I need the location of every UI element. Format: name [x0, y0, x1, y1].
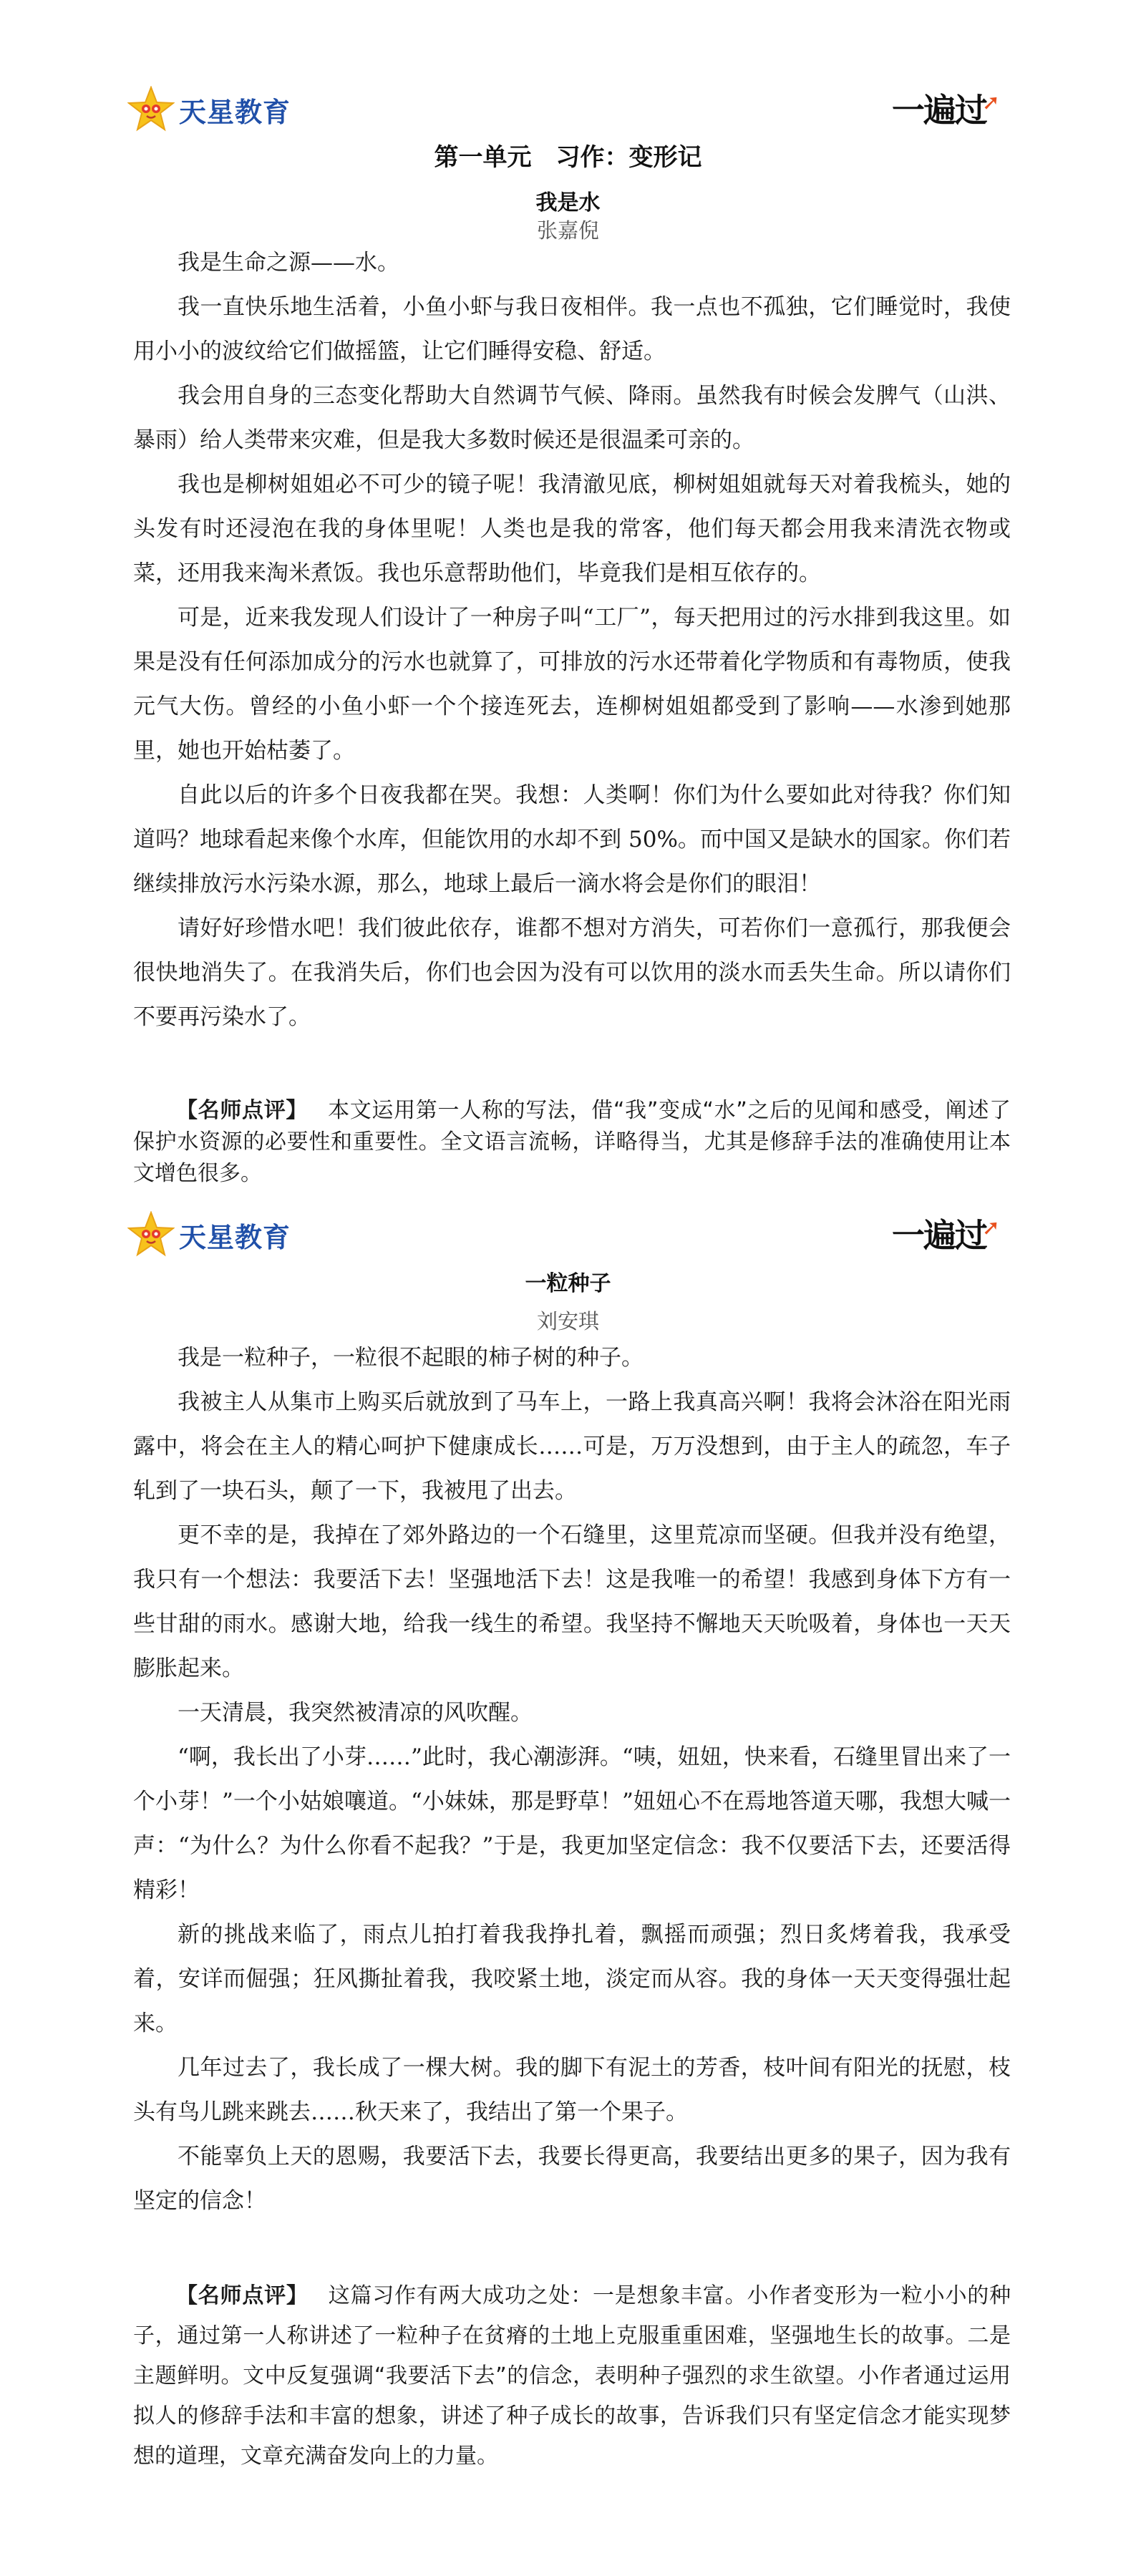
unit-title: 第一单元 习作：变形记 — [434, 143, 702, 172]
essay-1-teacher-comment — [133, 1095, 1011, 1190]
brand-arrow-icon: ➚ — [981, 1215, 999, 1240]
brand-text: 一遍过 — [891, 1216, 986, 1255]
comment-text: 这篇习作有两大成功之处：一是想象丰富。小作者变形为一粒小小的种子，通过第一人称讲述了一粒种子在贫瘠的土地上克服重重困难，坚强地生长的故事。二是主题鲜明。文中反复强调“我要活下去”的信念，表明种子强烈的求生欲望。小作者通过运用拟人的修辞手法和丰富的想象，讲述了种子成长的故事，告诉我们只有坚定信念才能实现梦想的道理，文章充满奋发向上的力量。 — [133, 2283, 1011, 2469]
comment-label: 【名师点评】 — [176, 1098, 309, 1123]
paragraph: 可是，近来我发现人们设计了一种房子叫“工厂”，每天把用过的污水排到我这里。如果是没有任何添加成分的污水也就算了，可排放的污水还带着化学物质和有毒物质，使我元气大伤。曾经的小鱼小虾一个个接连死去，连柳树姐姐都受到了影响——水渗到她那里，她也开始枯萎了。 — [133, 605, 1011, 764]
page-2 — [0, 1210, 1136, 2576]
essay-2-title: 一粒种子 — [525, 1271, 611, 1296]
brand-text: 一遍过 — [891, 91, 986, 130]
paragraph: 我会用自身的三态变化帮助大自然调节气候、降雨。虽然我有时候会发脾气（山洪、暴雨）给人类带来灾难，但是我大多数时候还是很温柔可亲的。 — [133, 383, 1011, 453]
logo-text: 天星教育 — [179, 96, 291, 128]
essay-1-body — [133, 240, 1011, 1039]
paragraph: 自此以后的许多个日夜我都在哭。我想：人类啊！你们为什么要如此对待我？你们知道吗？地球看起来像个水库，但能饮用的水却不到 50%。而中国又是缺水的国家。你们若继续排放污水污染水源，那么，地球上最后一滴水将会是你们的眼泪！ — [133, 782, 1011, 897]
paragraph: 几年过去了，我长成了一棵大树。我的脚下有泥土的芳香，枝叶间有阳光的抚慰，枝头有鸟儿跳来跳去……秋天来了，我结出了第一个果子。 — [133, 2055, 1011, 2125]
page-1 — [0, 0, 1136, 1210]
paragraph: 请好好珍惜水吧！我们彼此依存，谁都不想对方消失，可若你们一意孤行，那我便会很快地消失了。在我消失后，你们也会因为没有可以饮用的淡水而丢失生命。所以请你们不要再污染水了。 — [133, 915, 1011, 1030]
tianxing-logo — [127, 1210, 291, 1260]
paragraph: 我一直快乐地生活着，小鱼小虾与我日夜相伴。我一点也不孤独，它们睡觉时，我使用小小的波纹给它们做摇篮，让它们睡得安稳、舒适。 — [133, 294, 1011, 364]
paragraph: 我也是柳树姐姐必不可少的镜子呢！我清澈见底，柳树姐姐就每天对着我梳头，她的头发有时还浸泡在我的身体里呢！人类也是我的常客，他们每天都会用我来清洗衣物或菜，还用我来淘米煮饭。我也乐意帮助他们，毕竟我们是相互依存的。 — [133, 472, 1011, 586]
star-mascot-icon — [127, 86, 175, 133]
essay-2-body — [133, 1336, 1011, 2223]
paragraph: 我是一粒种子，一粒很不起眼的柿子树的种子。 — [178, 1345, 644, 1371]
tianxing-logo — [127, 84, 291, 135]
star-mascot-icon — [127, 1211, 175, 1258]
paragraph: 新的挑战来临了，雨点儿拍打着我我挣扎着，飘摇而顽强；烈日炙烤着我，我承受着，安详而倔强；狂风撕扯着我，我咬紧土地，淡定而从容。我的身体一天天变得强壮起来。 — [133, 1922, 1011, 2036]
paragraph: 我是生命之源——水。 — [178, 250, 399, 276]
brand-arrow-icon: ➚ — [981, 89, 999, 115]
paragraph: 我被主人从集市上购买后就放到了马车上，一路上我真高兴啊！我将会沐浴在阳光雨露中，将会在主人的精心呵护下健康成长……可是，万万没想到，由于主人的疏忽，车子轧到了一块石头，颠了一下，我被甩了出去。 — [133, 1389, 1011, 1504]
paragraph: 不能辜负上天的恩赐，我要活下去，我要长得更高，我要结出更多的果子，因为我有坚定的信念！ — [133, 2144, 1011, 2214]
comment-text: 本文运用第一人称的写法，借“我”变成“水”之后的见闻和感受，阐述了保护水资源的必要性和重要性。全文语言流畅，详略得当，尤其是修辞手法的准确使用让本文增色很多。 — [133, 1098, 1011, 1186]
essay-2-teacher-comment — [133, 2276, 1011, 2477]
comment-label: 【名师点评】 — [176, 2283, 309, 2308]
paragraph: “啊，我长出了小芽……”此时，我心潮澎湃。“咦，妞妞，快来看，石缝里冒出来了一个小芽！”一个小姑娘嚷道。“小妹妹，那是野草！”妞妞心不在焉地答道天哪，我想大喊一声：“为什么？为什么你看不起我？”于是，我更加坚定信念：我不仅要活下去，还要活得精彩！ — [133, 1744, 1011, 1903]
yibianguo-brand — [892, 84, 999, 132]
paragraph: 更不幸的是，我掉在了郊外路边的一个石缝里，这里荒凉而坚硬。但我并没有绝望，我只有一个想法：我要活下去！坚强地活下去！这是我唯一的希望！我感到身体下方有一些甘甜的雨水。感谢大地，给我一线生的希望。我坚持不懈地天天吮吸着，身体也一天天膨胀起来。 — [133, 1522, 1011, 1681]
essay-2-author: 刘安琪 — [536, 1309, 599, 1333]
essay-1-author: 张嘉倪 — [536, 218, 599, 243]
logo-text: 天星教育 — [179, 1221, 291, 1253]
essay-1-title: 我是水 — [535, 190, 601, 215]
paragraph: 一天清晨，我突然被清凉的风吹醒。 — [178, 1700, 533, 1726]
yibianguo-brand — [892, 1210, 999, 1257]
